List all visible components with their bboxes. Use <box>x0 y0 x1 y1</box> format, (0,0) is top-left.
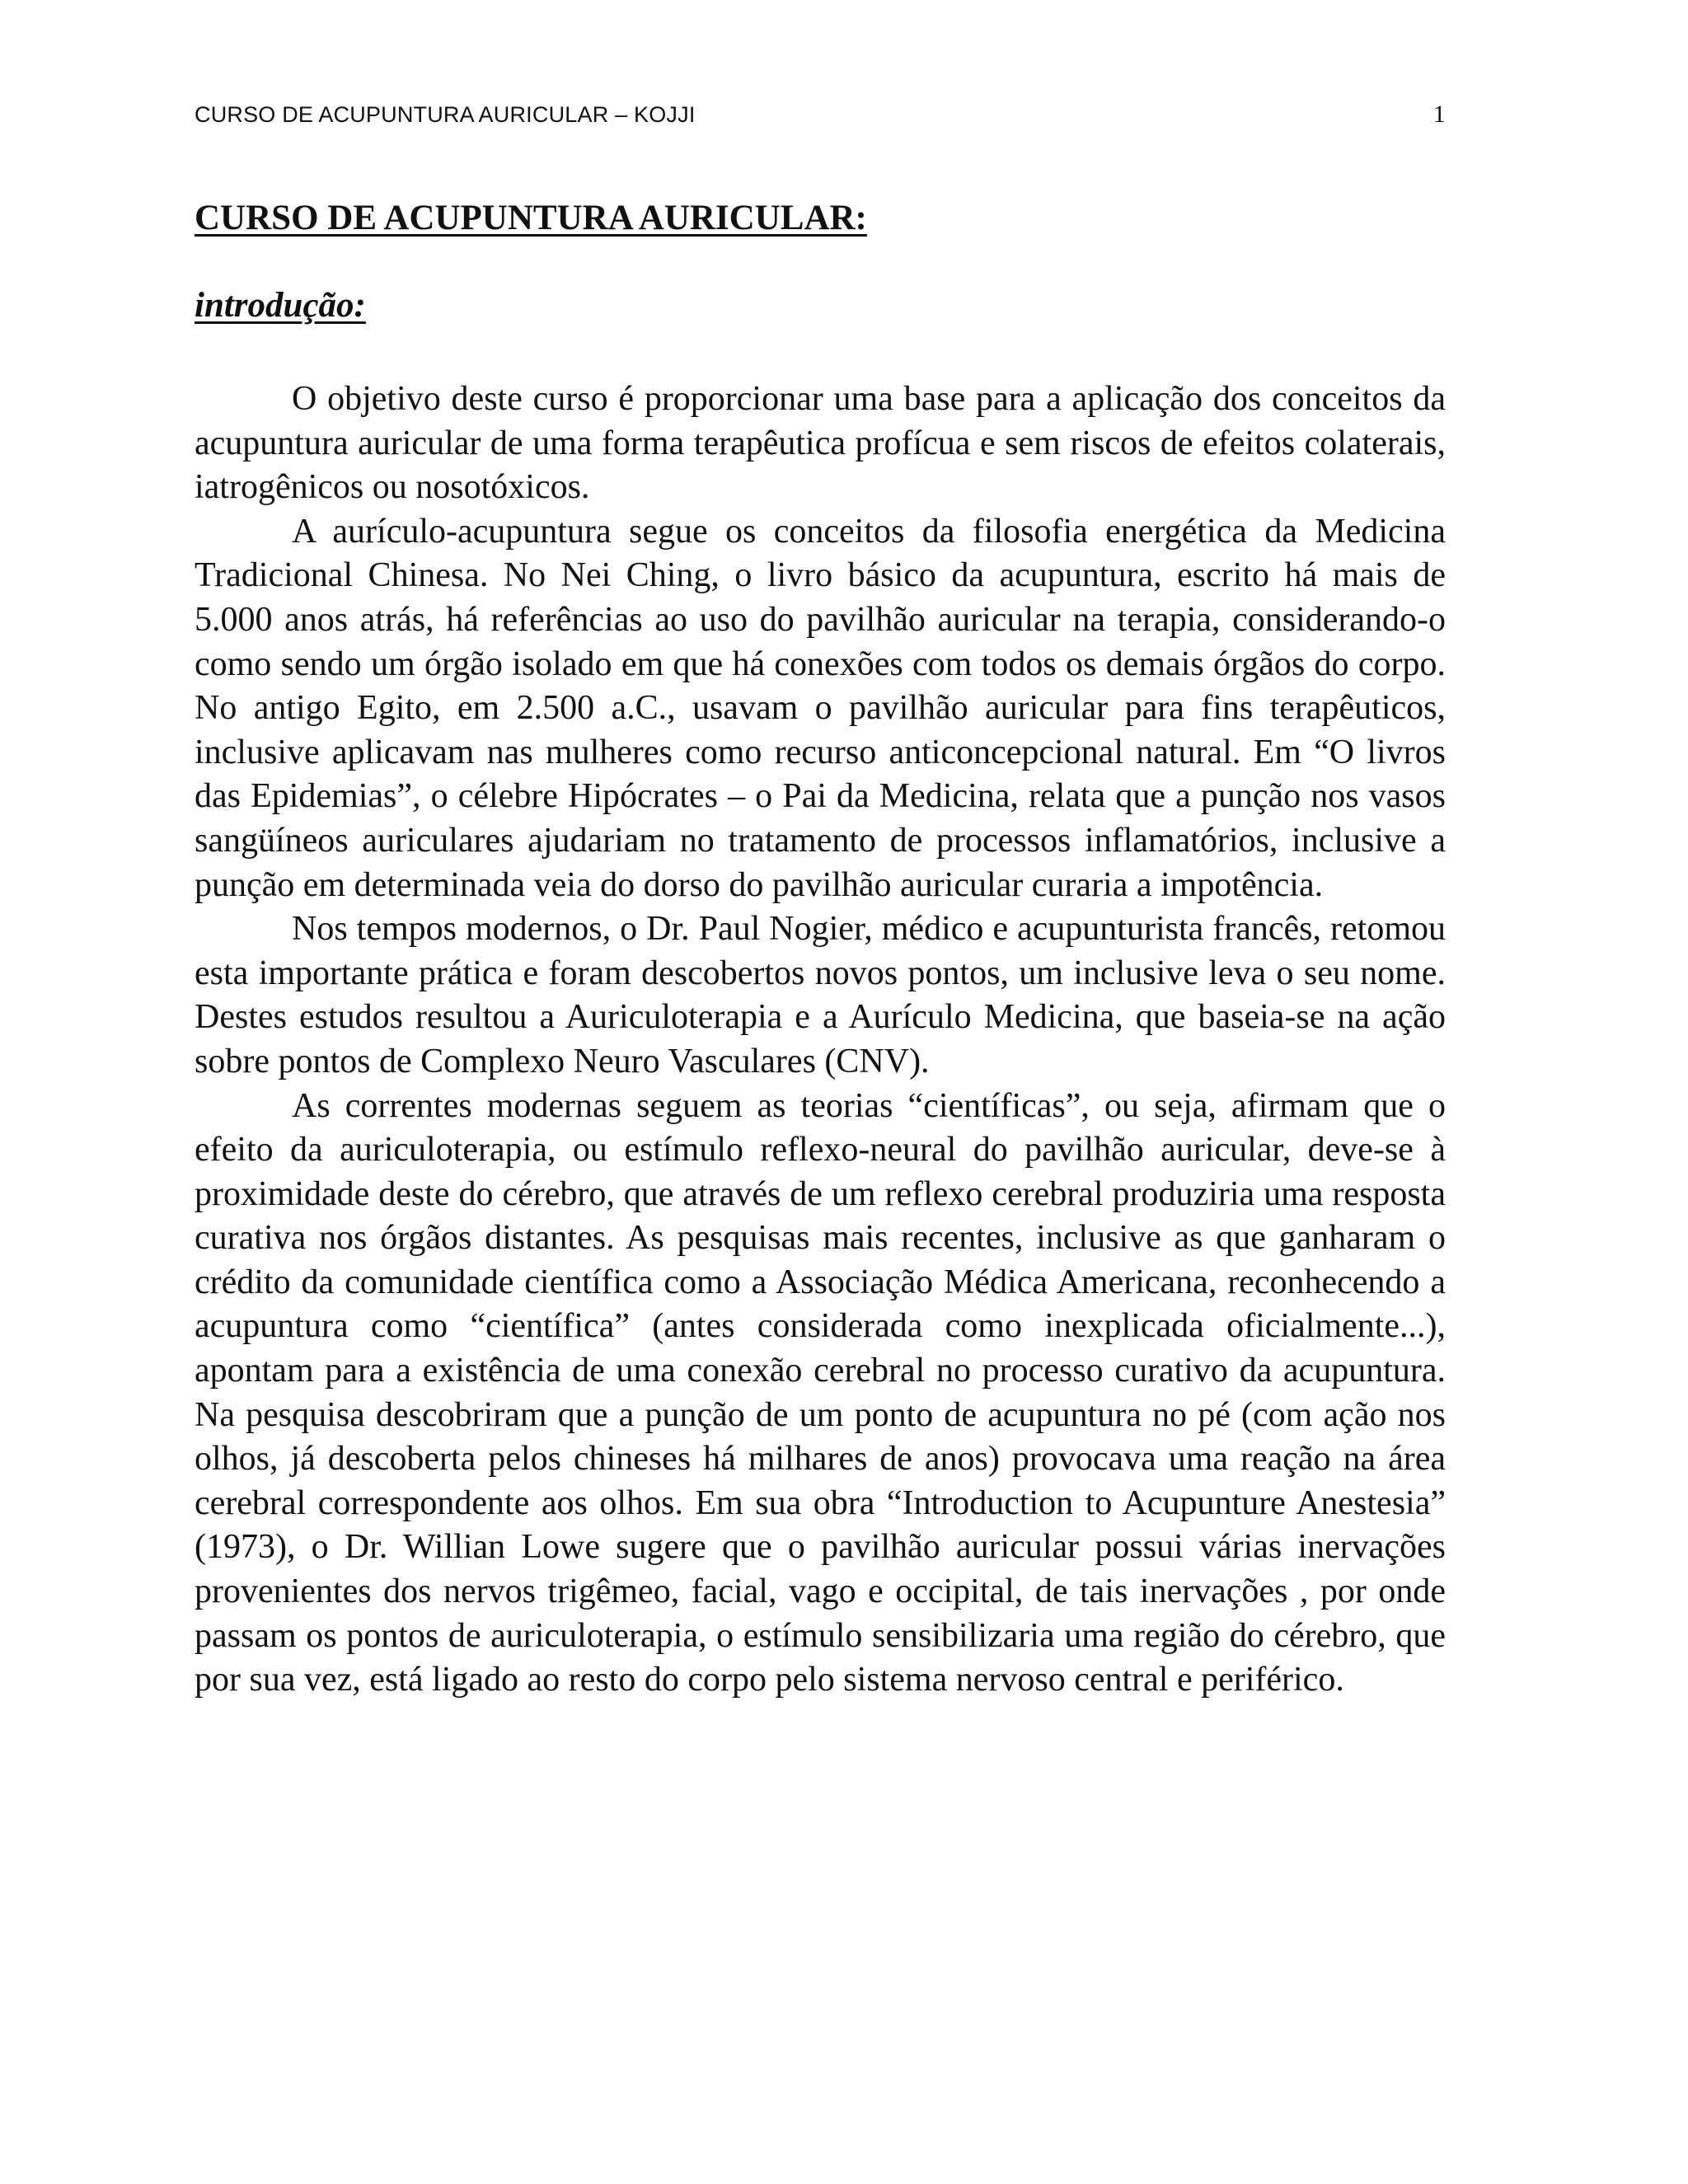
running-header <box>195 101 1446 134</box>
section-heading: introdução: <box>195 286 366 325</box>
paragraph-modern-times: Nos tempos modernos, o Dr. Paul Nogier, médico e acupunturista francês, retomou esta importante prática e foram descobertos novos pontos, um inclusive leva o seu nome. Destes estudos resultou a Auriculoterapia e a Aurículo Medicina, que baseia-se na ação sobre pontos de Complexo Neuro Vasculares (CNV). <box>195 910 1446 1080</box>
paragraph-objective: O objetivo deste curso é proporcionar uma base para a aplicação dos conceitos da acupuntura auricular de uma forma terapêutica profícua e sem riscos de efeitos colaterais, iatrogênicos ou nosotóxicos. <box>195 380 1446 507</box>
running-title: CURSO DE ACUPUNTURA AURICULAR – KOJJI <box>195 102 696 127</box>
page-number: 1 <box>1432 101 1446 128</box>
paragraph-scientific-currents: As correntes modernas seguem as teorias “científicas”, ou seja, afirmam que o efeito da auriculoterapia, ou estímulo reflexo-neural do pavilhão auricular, deve-se à proximidade deste do cérebro, que através de um reflexo cerebral produziria uma resposta curativa nos órgãos distantes. As pesquisas mais recentes, inclusive as que ganharam o crédito da comunidade científica como a Associação Médica Americana, reconhecendo a acupuntura como “científica” (antes considerada como inexplicada oficialmente...), apontam para a existência de uma conexão cerebral no processo curativo da acupuntura. Na pesquisa descobriram que a punção de um ponto de acupuntura no pé (com ação nos olhos, já descoberta pelos chineses há milhares de anos) provocava uma reação na área cerebral correspondente aos olhos. Em sua obra “Introduction to Acupunture Anestesia” (1973), o Dr. Willian Lowe sugere que o pavilhão auricular possui várias inervações provenientes dos nervos trigêmeo, facial, vago e occipital, de tais inervações , por onde passam os pontos de auriculoterapia, o estímulo sensibilizaria uma região do cérebro, que por sua vez, está ligado ao resto do corpo pelo sistema nervoso central e periférico. <box>195 1086 1446 1699</box>
document-title: CURSO DE ACUPUNTURA AURICULAR: <box>195 199 867 237</box>
paragraph-history: A aurículo-acupuntura segue os conceitos da filosofia energética da Medicina Tradicional Chinesa. No Nei Ching, o livro básico da acupuntura, escrito há mais de 5.000 anos atrás, há referências ao uso do pavilhão auricular na terapia, considerando-o como sendo um órgão isolado em que há conexões com todos os demais órgãos do corpo. No antigo Egito, em 2.500 a.C., usavam o pavilhão auricular para fins terapêuticos, inclusive aplicavam nas mulheres como recurso anticoncepcional natural. Em “O livros das Epidemias”, o célebre Hipócrates – o Pai da Medicina, relata que a punção nos vasos sangüíneos auriculares ajudariam no tratamento de processos inflamatórios, inclusive a punção em determinada veia do dorso do pavilhão auricular curaria a impotência. <box>195 512 1446 904</box>
body-text <box>195 377 1446 1703</box>
document-body <box>195 194 1446 1703</box>
